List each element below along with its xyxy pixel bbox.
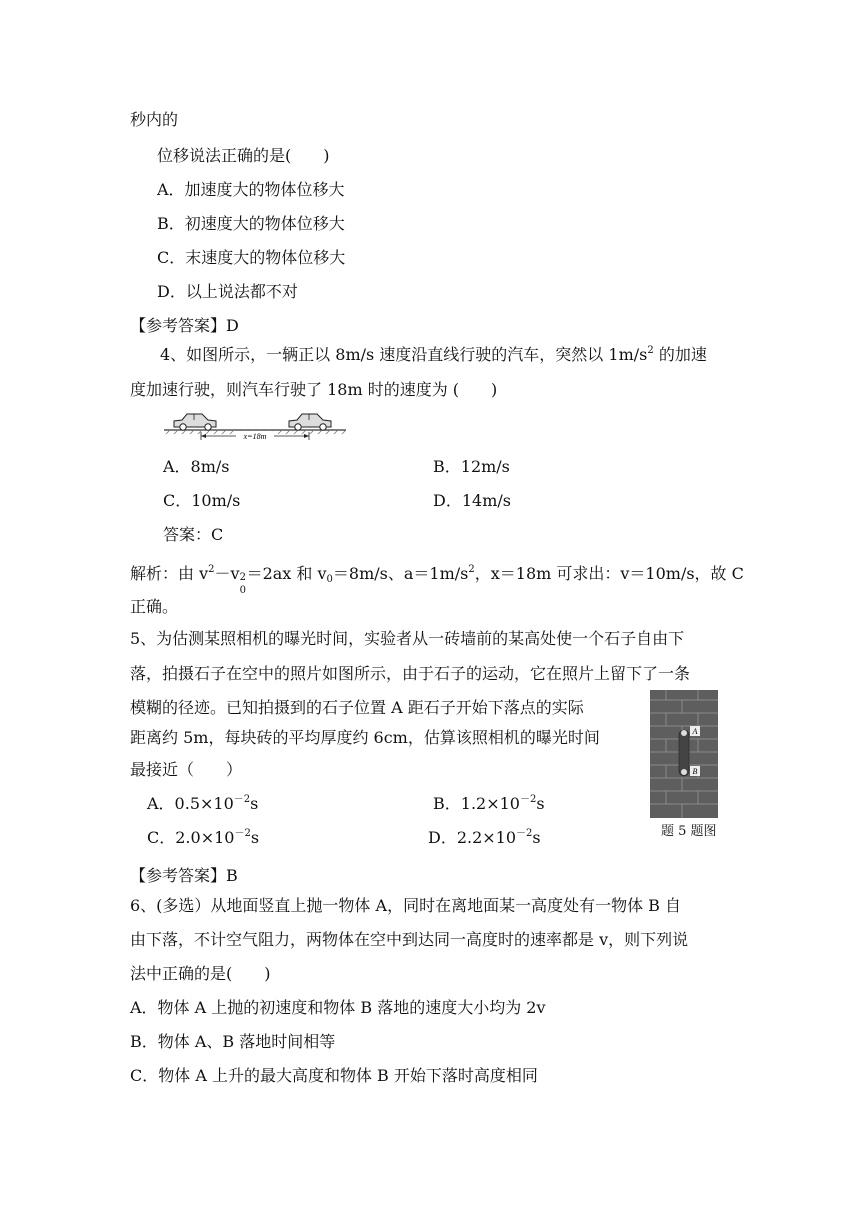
q5-a-unit: s bbox=[250, 794, 259, 813]
q4-text-line1-b: 的加速 bbox=[653, 345, 707, 364]
q5-c-pre: C．2.0×10 bbox=[147, 828, 235, 847]
q4-answer: 答案：C bbox=[163, 525, 224, 544]
q4-text-line1-a: 4、如图所示，一辆正以 8m/s 速度沿直线行驶的汽车，突然以 1m/s bbox=[160, 345, 648, 364]
q5-text-line4: 距离约 5m，每块砖的平均厚度约 6cm，估算该照相机的曝光时间 bbox=[130, 728, 600, 747]
q4-option-a: A．8m/s bbox=[163, 457, 230, 476]
stone-b-icon bbox=[681, 769, 687, 775]
exp-part4: ＝8m/s、a＝1m/s bbox=[332, 564, 469, 583]
q5-text-line2: 落，拍摄石子在空中的照片如图所示，由于石子的运动，它在照片上留下了一条 bbox=[130, 664, 691, 683]
q5-b-exp: －2 bbox=[519, 794, 537, 805]
q5-c-exp: －2 bbox=[234, 828, 251, 839]
distance-label: x=18m bbox=[243, 432, 267, 441]
q5-answer: 【参考答案】B bbox=[130, 866, 238, 885]
q3-text-line1: 秒内的 bbox=[130, 110, 179, 129]
car-right-icon bbox=[289, 414, 331, 430]
q6-option-c: C．物体 A 上升的最大高度和物体 B 开始下落时高度相同 bbox=[130, 1066, 538, 1085]
exp-sup1: 2 bbox=[208, 564, 215, 575]
exp-part1: 解析：由 v bbox=[130, 564, 209, 583]
q3-answer: 【参考答案】D bbox=[130, 316, 239, 335]
q5-b-unit: s bbox=[536, 794, 545, 813]
q4-text-line1-sup: 2 bbox=[647, 345, 654, 356]
q5-b-pre: B．1.2×10 bbox=[433, 794, 520, 813]
q5-d-exp: －2 bbox=[516, 828, 533, 839]
q3-option-d: D．以上说法都不对 bbox=[157, 282, 298, 301]
q5-d-pre: D．2.2×10 bbox=[428, 828, 517, 847]
q4-explanation-line2: 正确。 bbox=[130, 597, 179, 616]
exp-part2: －v bbox=[214, 564, 240, 583]
exp-part3: ＝2ax 和 v bbox=[246, 564, 327, 583]
q5-text-line3: 模糊的径迹。已知拍摄到的石子位置 A 距石子开始下落点的实际 bbox=[130, 698, 584, 717]
q5-a-pre: A．0.5×10 bbox=[147, 794, 234, 813]
q4-option-c: C．10m/s bbox=[163, 491, 241, 510]
q4-option-b: B．12m/s bbox=[433, 457, 510, 476]
exp-part5: ，x＝18m 可求出：v＝10m/s，故 C bbox=[474, 564, 744, 583]
q4-explanation-line1: 解析：由 $v^2-v$ 2 0 ＝2ax 和 $v_0=8m/s$、$a=1m/s^2$，x＝18m 可求出：v＝10m/s，故 C bbox=[130, 564, 744, 596]
q5-d-unit: s bbox=[532, 828, 541, 847]
exp-sub3: 0 bbox=[326, 574, 333, 585]
stone-a-icon bbox=[681, 730, 687, 736]
brick-wall-photo bbox=[650, 690, 718, 818]
q4-text-line1 bbox=[160, 345, 707, 365]
q5-option-d bbox=[428, 828, 541, 848]
q3-text-line2: 位移说法正确的是( ) bbox=[157, 146, 330, 165]
car-left-icon bbox=[174, 414, 216, 430]
q5-c-unit: s bbox=[250, 828, 260, 847]
label-b: B bbox=[692, 767, 698, 776]
q5-option-a bbox=[147, 794, 258, 814]
q3-option-b: B．初速度大的物体位移大 bbox=[157, 214, 345, 233]
q5-text-line5: 最接近（ ） bbox=[130, 760, 243, 779]
q6-text-line1: 6、(多选）从地面竖直上抛一物体 A，同时在离地面某一高度处有一物体 B 自 bbox=[130, 896, 681, 915]
q5-a-exp: －2 bbox=[233, 794, 251, 805]
car-figure bbox=[164, 404, 346, 444]
q6-text-line3: 法中正确的是( ) bbox=[130, 964, 271, 983]
q6-option-b: B．物体 A、B 落地时间相等 bbox=[130, 1032, 336, 1051]
q6-option-a: A．物体 A 上抛的初速度和物体 B 落地的速度大小均为 2v bbox=[130, 998, 546, 1017]
q3-option-a: A．加速度大的物体位移大 bbox=[157, 180, 345, 199]
q4-text-line2: 度加速行驶，则汽车行驶了 18m 时的速度为 ( ) bbox=[130, 380, 498, 399]
q6-text-line2: 由下落，不计空气阻力，两物体在空中到达同一高度时的速率都是 v，则下列说 bbox=[130, 930, 689, 949]
label-a: A bbox=[692, 727, 698, 736]
q5-text-line1: 5、为估测某照相机的曝光时间，实验者从一砖墙前的某高处使一个石子自由下 bbox=[130, 629, 685, 648]
q5-figure-caption: 题 5 题图 bbox=[661, 824, 717, 839]
exp-sup4: 2 bbox=[468, 564, 475, 575]
q4-option-d: D．14m/s bbox=[433, 491, 511, 510]
q5-option-c bbox=[147, 828, 259, 848]
q5-option-b bbox=[433, 794, 545, 814]
q3-option-c: C．末速度大的物体位移大 bbox=[157, 248, 346, 267]
